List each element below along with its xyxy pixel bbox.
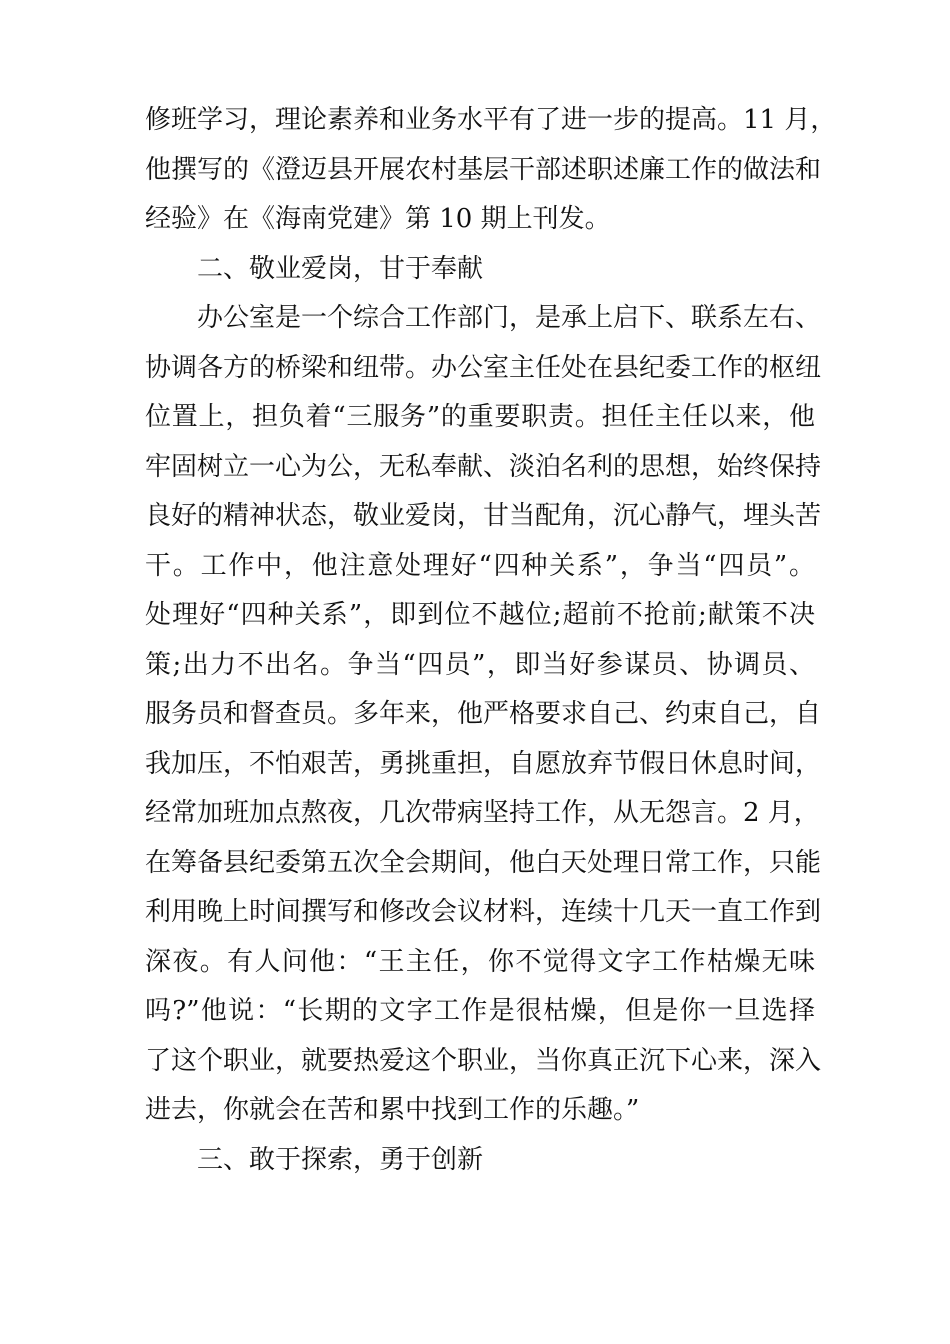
text-line: 深夜。有人问他：“王主任，你不觉得文字工作枯燥无味 [145,946,815,977]
text-line: 了这个职业，就要热爱这个职业，当你真正沉下心来，深入 [145,1045,822,1076]
text-line: 在筹备县纪委第五次全会期间，他白天处理日常工作，只能 [145,847,822,878]
text-line: 修班学习，理论素养和业务水平有了进一步的提高。11 月， [145,105,837,135]
text-line: 办公室是一个综合工作部门，是承上启下、联系左右、 [197,303,822,333]
document-body [145,96,837,1185]
text-line: 干。工作中，他注意处理好“四种关系”，争当“四员”。 [145,550,815,581]
text-line: 位置上，担负着“三服务”的重要职责。担任主任以来，他 [145,402,815,432]
text-line: 服务员和督查员。多年来，他严格要求自己、约束自己，自 [145,699,822,729]
text-line: 策;出力不出名。争当“四员”，即当好参谋员、协调员、 [145,649,815,680]
text-line: 我加压，不怕艰苦，勇挑重担，自愿放弃节假日休息时间， [145,748,822,779]
text-line: 经常加班加点熬夜，几次带病坚持工作，从无怨言。2 月， [145,798,820,828]
section-heading: 三、敢于探索，勇于创新 [197,1144,484,1175]
text-line: 进去，你就会在苦和累中找到工作的乐趣。” [145,1095,640,1125]
text-line: 吗?”他说：“长期的文字工作是很枯燥，但是你一旦选择 [145,996,815,1026]
text-line: 良好的精神状态，敬业爱岗，甘当配角，沉心静气，埋头苦 [145,501,822,531]
text-line: 协调各方的桥梁和纽带。办公室主任处在县纪委工作的枢纽 [145,352,822,383]
text-line: 他撰写的《澄迈县开展农村基层干部述职述廉工作的做法和 [145,154,822,185]
text-line: 牢固树立一心为公，无私奉献、淡泊名利的思想，始终保持 [145,451,822,482]
text-line: 经验》在《海南党建》第 10 期上刊发。 [145,204,611,234]
text-line: 利用晚上时间撰写和修改会议材料，连续十几天一直工作到 [145,897,822,927]
section-heading: 二、敬业爱岗，甘于奉献 [197,253,484,284]
text-line: 处理好“四种关系”，即到位不越位;超前不抢前;献策不决 [145,600,815,630]
